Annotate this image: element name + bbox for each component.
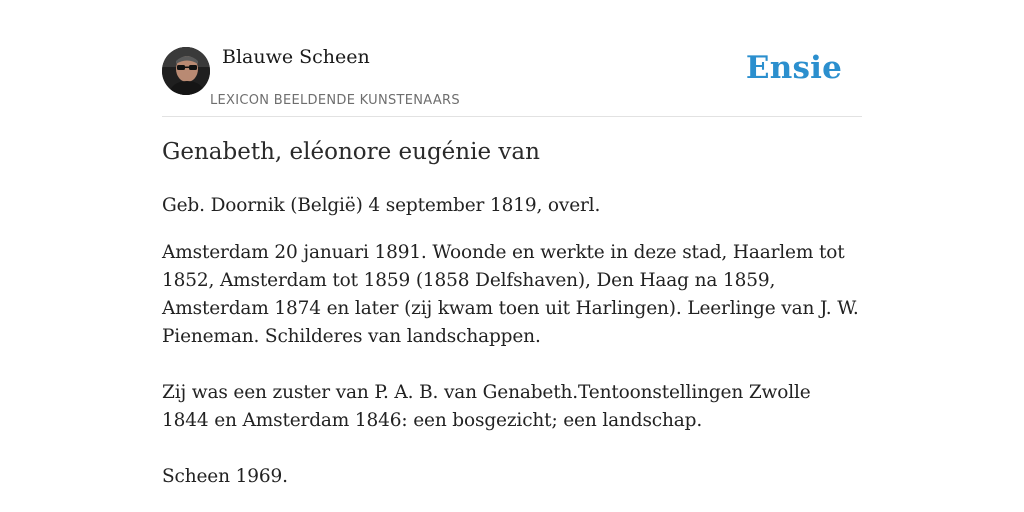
article-container	[162, 0, 862, 512]
page-title: Genabeth, eléonore eugénie van	[162, 139, 540, 165]
collection-label[interactable]: LEXICON BEELDENDE KUNSTENAARS	[210, 93, 460, 108]
author-name[interactable]: Blauwe Scheen	[222, 46, 370, 68]
article-header	[162, 0, 862, 117]
avatar-photo	[162, 47, 210, 95]
paragraph-source: Scheen 1969.	[162, 466, 288, 487]
paragraph-biography: Amsterdam 20 januari 1891. Woonde en werkte in deze stad, Haarlem tot 1852, Amsterdam tot 1859 (1858 Delfshaven), Den Haag na 1859, Amsterdam 1874 en later (zij kwam toen uit Harlingen). Leerlinge van J. W. Pieneman. Schilderes van landschappen.	[162, 242, 859, 347]
paragraph-birth: Geb. Doornik (België) 4 september 1819, overl.	[162, 195, 601, 216]
paragraph-exhibitions: Zij was een zuster van P. A. B. van Genabeth.Tentoonstellingen Zwolle 1844 en Amsterdam 1846: een bosgezicht; een landschap.	[162, 382, 811, 431]
avatar[interactable]	[162, 47, 210, 95]
brand-logo[interactable]: Ensie	[745, 50, 842, 86]
